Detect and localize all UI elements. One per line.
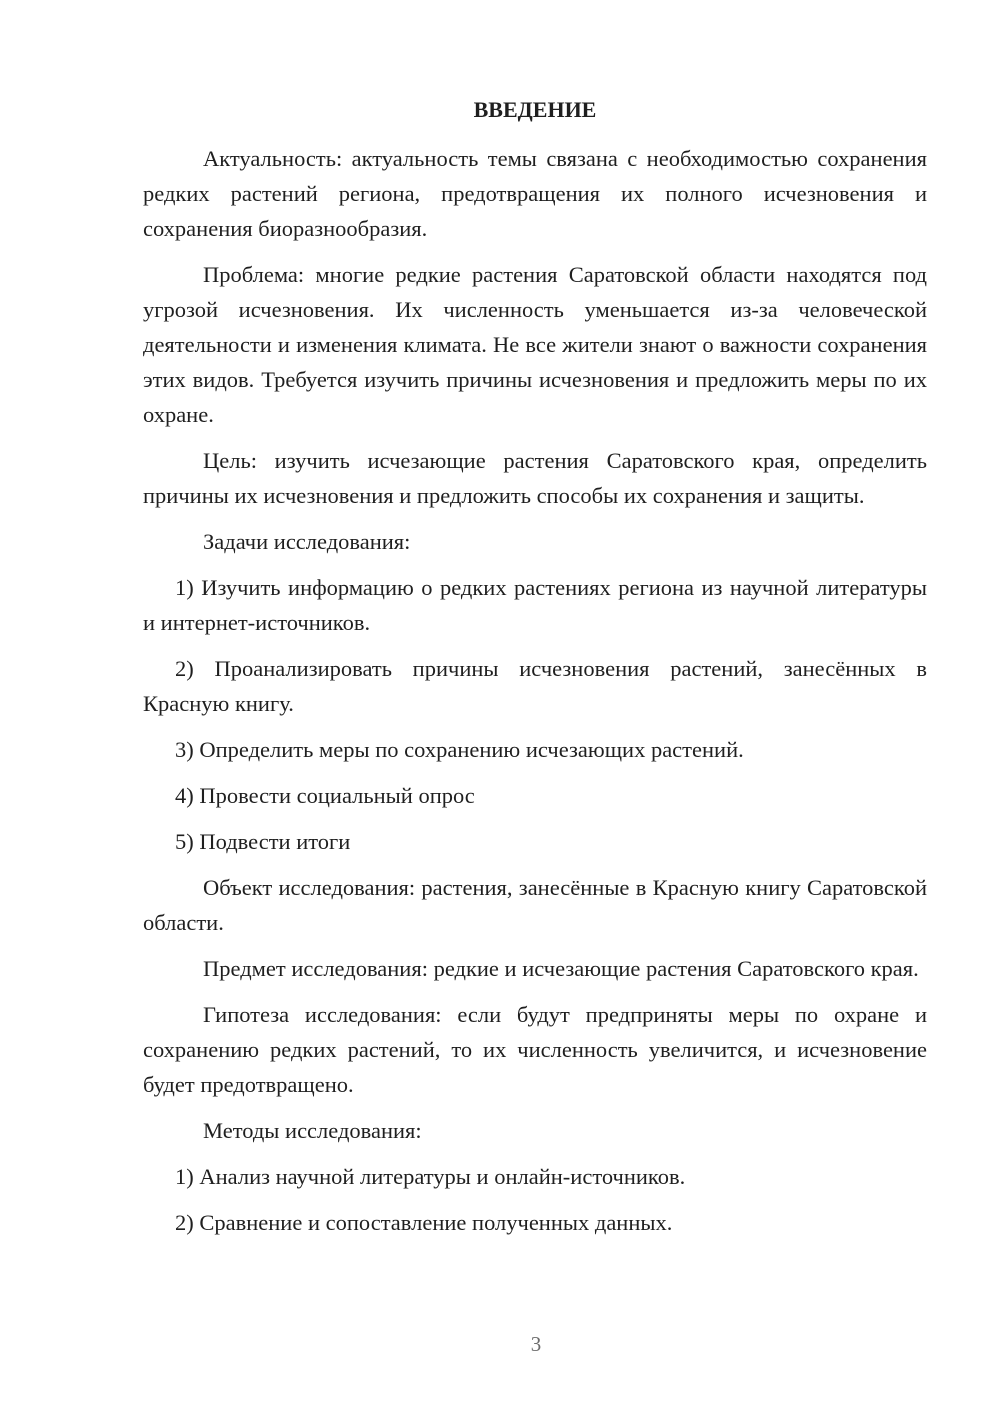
object-paragraph: Объект исследования: растения, занесённые в Красную книгу Саратовской области. [143, 875, 927, 935]
tasks-heading: Задачи исследования: [203, 529, 411, 554]
section-title: ВВЕДЕНИЕ [473, 97, 597, 122]
task-item-3: 3) Определить меры по сохранению исчезающих растений. [175, 737, 744, 762]
methods-heading: Методы исследования: [203, 1118, 422, 1143]
method-item-2: 2) Сравнение и сопоставление полученных данных. [175, 1210, 673, 1235]
page-number: 3 [530, 1332, 542, 1356]
subject-paragraph: Предмет исследования: редкие и исчезающие растения Саратовского края. [203, 956, 919, 981]
task-item-1: 1) Изучить информацию о редких растениях региона из научной литературы и интернет-источников. [143, 575, 927, 635]
task-item-2: 2) Проанализировать причины исчезновения растений, занесённых в Красную книгу. [143, 656, 927, 716]
goal-paragraph: Цель: изучить исчезающие растения Саратовского края, определить причины их исчезновения и предложить способы их сохранения и защиты. [143, 448, 927, 508]
hypothesis-paragraph: Гипотеза исследования: если будут предприняты меры по охране и сохранению редких растений, то их численность увеличится, и исчезновение будет предотвращено. [143, 1002, 927, 1097]
task-item-5: 5) Подвести итоги [175, 829, 351, 854]
problem-paragraph: Проблема: многие редкие растения Саратовской области находятся под угрозой исчезновения. Их численность уменьшается из-за человеческой деятельности и изменения климата. Не все жители знают о важности сохранения этих видов. Требуется изучить причины исчезновения и предложить меры по их охране. [143, 262, 927, 427]
method-item-1: 1) Анализ научной литературы и онлайн-источников. [175, 1164, 686, 1189]
document-body [143, 92, 927, 1251]
task-item-4: 4) Провести социальный опрос [175, 783, 475, 808]
relevance-paragraph: Актуальность: актуальность темы связана с необходимостью сохранения редких растений региона, предотвращения их полного исчезновения и сохранения биоразнообразия. [143, 146, 927, 241]
